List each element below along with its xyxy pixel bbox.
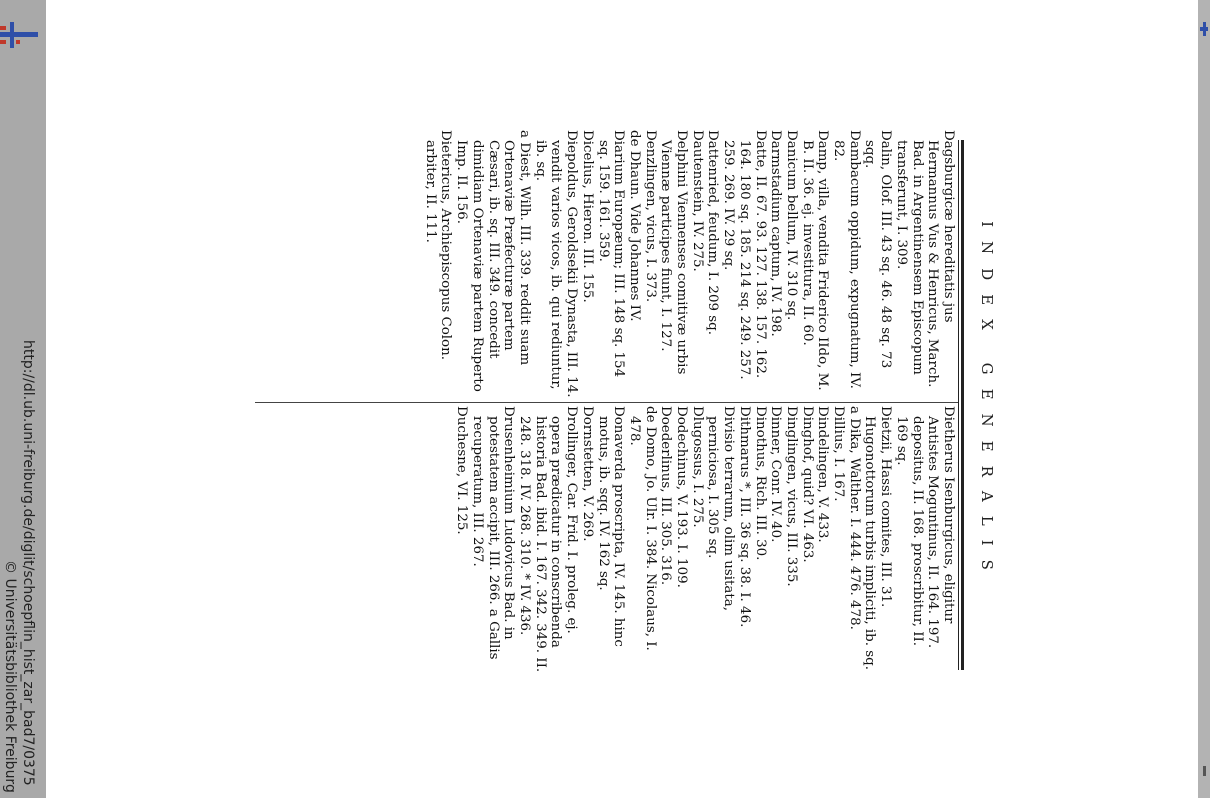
index-entry: a Diest, Wilh. III. 339. reddit suam Ortenaviæ Præfecturæ partem Cæsari, ib. sq. III. 349. concedit dimidiam Ortenaviæ partem Ruperto Imp. II. 156. — [454, 130, 533, 392]
index-entry: Dithmarus *, III. 36 sq. 38. I. 46. — [736, 406, 752, 628]
index-entry: Datte, II. 67. 93. 127. 138. 157. 162. 164. 180 sq. 185. 214 sq. 249. 257. 259. 269. IV. 29 sq. — [721, 130, 768, 380]
index-entry: a Dika, Walther. I. 444. 476. 478. — [846, 406, 862, 630]
index-entry: Divisio terrarum, olim usitata, perniciosa, I. 305 sq. — [705, 406, 737, 612]
index-entry: de Dhaun. Vide Johannes IV. — [626, 130, 642, 322]
index-entry: Diepoldus, Geroldsekii Dynasta, III. 14. vendit varios vicos, ib. qui rediuntur, ib. sq. — [532, 130, 580, 398]
index-column-left — [422, 130, 956, 398]
rotated-page — [255, 130, 1000, 675]
index-entry: de Domo, Jo. Ulr. I. 384. Nicolaus, I. 478. — [626, 406, 658, 651]
index-entry: Dodechinus, V. 193. I. 109. — [674, 406, 690, 588]
index-entry: Dillius, I. 167. — [831, 406, 847, 502]
index-entry: Donaverda proscripta, IV. 145. hinc motus, ib. sqq. IV. 162 sq. — [595, 406, 627, 647]
index-entry: Dinglingen, vicus, III. 335. — [783, 406, 799, 587]
index-entry: Dietzii, Hassi comites, III. 31. Hugonottorum turbis impliciti, ib. sq. — [862, 406, 894, 670]
viewer-left-panel — [0, 0, 46, 798]
index-entry: Dicelius, Hieron. III. 155. — [579, 130, 595, 303]
header-rule-thin — [958, 140, 959, 670]
index-entry: Dagsburgicæ hereditatis jus Hermannus Vus & Henricus, March. Bad. in Argentinensem Episcopum transferunt, I. 309. — [893, 130, 956, 388]
copyright-notice: © Universitätsbibliothek Freiburg — [2, 560, 18, 793]
index-entry: Dambacum oppidum, expugnatum, IV. 82. — [831, 130, 862, 389]
index-entry: Dindelingen, V. 433. — [815, 406, 831, 543]
index-entry: Doederlinus, III. 305. 316. — [658, 406, 674, 586]
header-rule-thick — [961, 140, 964, 670]
index-entry: Dietherus Isenburgicus, eligitur Antistes Moguntinus, II. 164. 197. depositus, II. 168. proscribitur, II. 169 sq. — [893, 406, 956, 649]
index-entry: Drollinger, Car. Frid. I. proleg. ej. opera prædicatur in conscribenda historia Bad. ibid. I. 167. 342. 349. II. 248. 318. IV. 268. 310. * IV. 436. — [517, 406, 580, 673]
index-entry: Dlugossus, I. 275. — [689, 406, 705, 528]
index-entry: Drusenheimium Ludovicus Bad. in potestatem accipit, III. 266. a Gallis recuperatum, III. 267. — [469, 406, 517, 660]
scanned-page — [255, 130, 1000, 675]
index-entry: Diarium Europæum; III. 148 sq. 154 sq. 159. 161. 359. — [595, 130, 627, 378]
viewer-right-panel — [1198, 0, 1210, 798]
page-marker — [1203, 766, 1206, 776]
index-entry: Dalin, Olof. III. 43 sq. 46. 48 sq. 73 sqq. — [862, 130, 894, 369]
index-entry: Dattenried, feudum, I. 209 sq. — [705, 130, 721, 335]
index-entry: Danicum bellum, IV. 310 sq. — [783, 130, 799, 321]
index-entry: Dornstetten, V. 269. — [579, 406, 595, 542]
source-url[interactable]: http://dl.ub.uni-freiburg.de/diglit/schoepflin_hist_zar_bad7/0375 — [20, 340, 36, 786]
library-logo-icon — [0, 20, 40, 50]
index-entry: Dinothus, Rich. III. 30. — [752, 406, 768, 561]
index-entry: Dinner, Conr. IV. 40. — [768, 406, 784, 543]
index-entry: Denzlingen, vicus, I. 373. — [642, 130, 658, 303]
index-entry: Darmstadium captum, IV. 198. — [768, 130, 784, 337]
index-entry: Dautenstein, IV. 275. — [689, 130, 705, 272]
column-divider — [255, 402, 958, 403]
index-entry: Dietericus, Archiepiscopus Colon. arbiter, II. 111. — [422, 130, 454, 360]
page-title: INDEX GENERALIS — [978, 221, 996, 584]
index-entry: Dinghof, quid? VI. 463. — [799, 406, 815, 563]
library-logo-small-icon — [1200, 22, 1208, 36]
index-column-right — [454, 406, 957, 674]
index-entry: Delphini Viennenses comitivæ urbis Viennæ participes fiunt, I. 127. — [658, 130, 690, 375]
index-entry: Damp, villa, vendita Friderico IIdo, M. B. II. 36. ej. investitura, II. 60. — [799, 130, 831, 391]
index-entry: Duchesne, VI. 125. — [454, 406, 470, 535]
